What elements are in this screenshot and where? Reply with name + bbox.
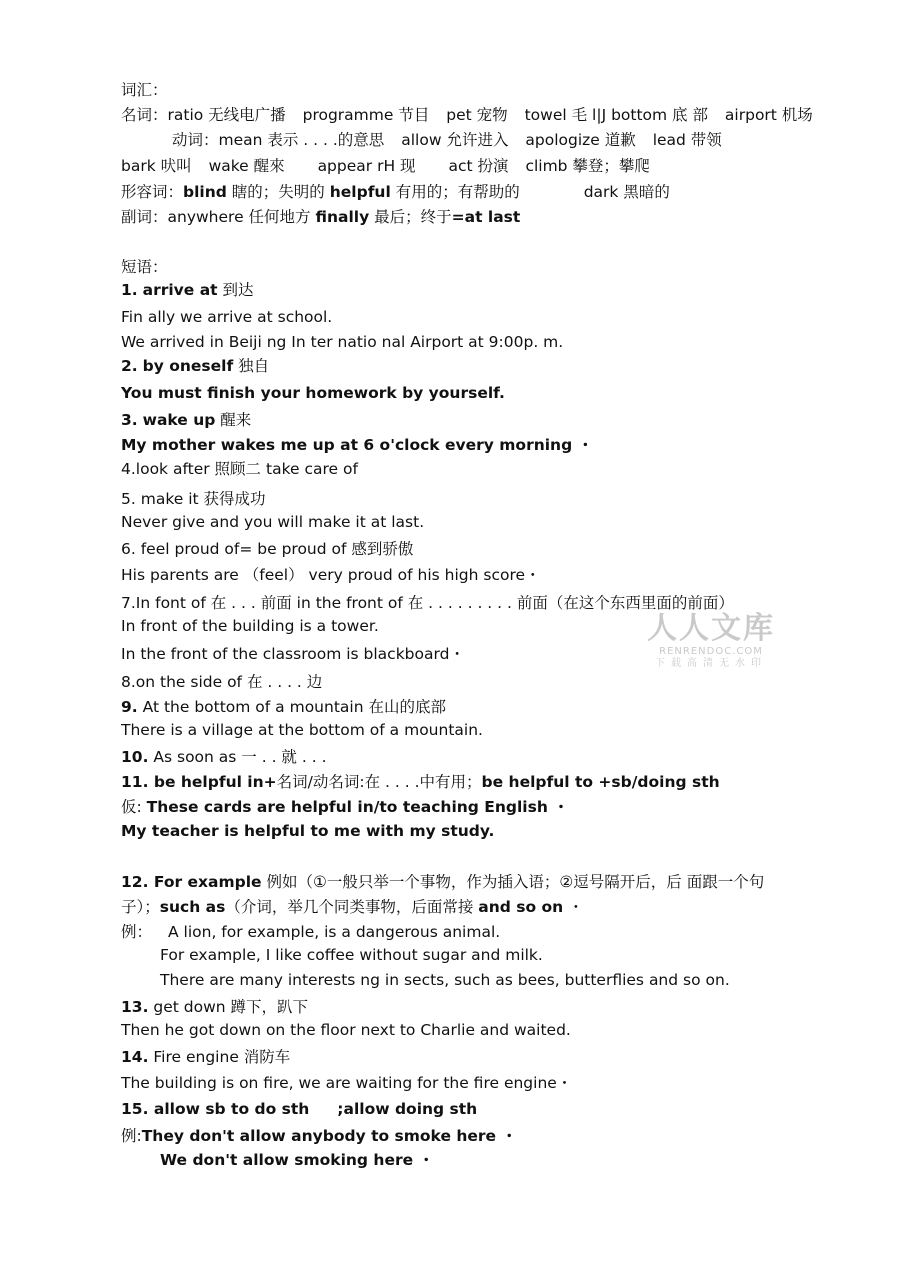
phrase-2-text: by oneself xyxy=(142,357,234,375)
watermark-sub: 下载高清无水印 xyxy=(655,658,767,669)
phrase-12-cn-3: （介词，举几个同类事物，后面常接 xyxy=(225,898,479,916)
phrase-15-example-1-text: They don't allow anybody to smoke here ・ xyxy=(141,1127,517,1145)
verb-8: act 扮演 xyxy=(448,157,509,175)
phrase-2-title xyxy=(121,355,880,377)
watermark-en: RENRENDOC.COM xyxy=(659,646,763,657)
phrase-6-title: 6. feel proud of= be proud of 感到骄傲 xyxy=(121,540,414,558)
verb-2: allow 允许进入 xyxy=(401,131,509,149)
phrase-12-cn-2: 子）； xyxy=(121,898,160,916)
phrase-11-bold-1: be helpful in+ xyxy=(148,773,277,791)
noun-5: airport 机场 xyxy=(724,106,813,124)
adj-dark: dark 黑暗的 xyxy=(583,183,670,201)
vocab-verbs-1 xyxy=(172,129,880,151)
adj-blind: blind xyxy=(183,183,227,201)
phrase-15-bold-2: ;allow doing sth xyxy=(337,1100,478,1118)
phrase-13-example-1: Then he got down on the floor next to Charlie and waited. xyxy=(121,1021,571,1039)
phrase-13-title xyxy=(121,996,880,1018)
phrase-7-title: 7.In font of 在 . . . 前面 in the front of 在 . . . . . . . . . 前面（在这个东西里面的前面） xyxy=(121,594,734,612)
phrase-7-example-2: In the front of the classroom is blackboard・ xyxy=(121,645,465,663)
vocab-verbs-2 xyxy=(121,155,880,177)
phrase-12-example-1: A lion, for example, is a dangerous animal. xyxy=(168,923,501,941)
phrase-12-title xyxy=(121,871,880,893)
phrase-12-such-as: such as xyxy=(159,898,226,916)
verb-3: apologize 道歉 xyxy=(525,131,636,149)
noun-2: programme 节目 xyxy=(302,106,430,124)
phrase-15-bold-1: allow sb to do sth xyxy=(148,1100,310,1118)
phrase-12-title-cont xyxy=(121,896,880,918)
phrase-15-example-2 xyxy=(160,1149,880,1171)
phrase-4-title: 4.look after 照顾二 take care of xyxy=(121,460,358,478)
verb-7: appear rH 现 xyxy=(317,157,416,175)
phrase-10-title xyxy=(121,746,880,768)
verb-1: 动词：mean 表示 . . . .的意思 xyxy=(172,131,385,149)
verb-9: climb 攀登；攀爬 xyxy=(525,157,650,175)
adj-blind-meaning: 瞎的；失明的 xyxy=(226,183,330,201)
phrase-3-num: 3. xyxy=(121,411,138,429)
phrase-11-example-2 xyxy=(121,820,880,842)
phrase-3-title xyxy=(121,409,880,431)
phrase-2-num: 2. xyxy=(121,357,138,375)
vocab-nouns xyxy=(121,104,880,126)
phrase-11-title xyxy=(121,771,880,793)
phrase-15-example-1 xyxy=(121,1125,880,1147)
noun-3: pet 宠物 xyxy=(446,106,508,124)
phrase-3-example-text: My mother wakes me up at 6 o'clock every morning ・ xyxy=(121,436,594,454)
phrase-9-text: At the bottom of a mountain 在山的底部 xyxy=(137,698,446,716)
phrase-10-num: 10. xyxy=(121,748,149,766)
phrase-2-cn: 独自 xyxy=(233,357,270,375)
phrase-14-text: Fire engine 消防车 xyxy=(148,1048,291,1066)
phrase-2-example-text: You must finish your homework by yourself. xyxy=(121,384,505,402)
phrase-11-example-prefix: 仮: xyxy=(121,798,147,816)
watermark-cn: 人人文库 xyxy=(647,611,775,646)
verb-5: bark 吠叫 xyxy=(121,157,192,175)
phrase-12-cn-1: 例如（①一般只举一个事物，作为插入语；②逗号隔开后，后 面跟一个句 xyxy=(261,873,765,891)
vocab-heading: 词汇： xyxy=(121,81,168,99)
phrase-15-num: 15. xyxy=(121,1100,149,1118)
noun-1: 名词：ratio 无线电广播 xyxy=(121,106,286,124)
phrase-11-example-2-text: My teacher is helpful to me with my study. xyxy=(121,822,495,840)
phrase-12-and-so-on: and so on xyxy=(478,898,564,916)
phrase-12-bold-1: For example xyxy=(148,873,262,891)
phrase-15-example-prefix: 例: xyxy=(121,1127,142,1145)
phrase-2-example-1 xyxy=(121,382,880,404)
phrase-1-num: 1. xyxy=(121,281,138,299)
phrase-12-num: 12. xyxy=(121,873,149,891)
phrase-11-num: 11. xyxy=(121,773,149,791)
phrase-11-cn: 名词/动名词:在 . . . .中有用； xyxy=(276,773,482,791)
verb-4: lead 带领 xyxy=(652,131,722,149)
phrase-1-example-2: We arrived in Beiji ng In ter natio nal Airport at 9:00p. m. xyxy=(121,333,564,351)
adv-finally-meaning: 最后；终于 xyxy=(369,208,452,226)
phrase-3-cn: 醒来 xyxy=(215,411,252,429)
phrase-13-num: 13. xyxy=(121,998,149,1016)
adv-at-last: =at last xyxy=(451,208,521,226)
adv-prefix: 副词：anywhere 任何地方 xyxy=(121,208,316,226)
phrase-12-dot: ・ xyxy=(563,898,584,916)
phrase-9-title xyxy=(121,696,880,718)
phrase-10-text: As soon as 一 . . 就 . . . xyxy=(148,748,327,766)
phrase-9-num: 9. xyxy=(121,698,138,716)
phrase-1-title xyxy=(121,279,880,301)
phrase-5-example-1: Never give and you will make it at last. xyxy=(121,513,425,531)
phrase-1-example-1: Fin ally we arrive at school. xyxy=(121,308,333,326)
phrase-12-example-prefix: 例： xyxy=(121,923,153,941)
phrase-9-example-1: There is a village at the bottom of a mountain. xyxy=(121,721,483,739)
phrases-heading: 短语： xyxy=(121,258,168,276)
phrase-1-text: arrive at xyxy=(142,281,218,299)
phrase-13-text: get down 蹲下，趴下 xyxy=(148,998,309,1016)
adj-helpful-meaning: 有用的；有帮助的 xyxy=(390,183,520,201)
adv-finally: finally xyxy=(315,208,370,226)
vocab-adjectives xyxy=(121,181,880,203)
phrase-14-title xyxy=(121,1046,880,1068)
phrase-8-title: 8.on the side of 在 . . . . 边 xyxy=(121,673,323,691)
phrase-12-example-3: There are many interests ng in sects, such as bees, butterflies and so on. xyxy=(160,971,730,989)
noun-4: towel 毛 l|J bottom 底 部 xyxy=(524,106,708,124)
phrase-7-example-1: In front of the building is a tower. xyxy=(121,617,379,635)
phrase-15-example-2-text: We don't allow smoking here ・ xyxy=(160,1151,435,1169)
phrase-1-cn: 到达 xyxy=(217,281,254,299)
phrase-15-title xyxy=(121,1098,880,1120)
phrase-3-text: wake up xyxy=(142,411,216,429)
adj-prefix: 形容词： xyxy=(121,183,184,201)
vocab-adverbs xyxy=(121,206,880,228)
phrase-14-example-1: The building is on fire, we are waiting for the fire engine・ xyxy=(121,1074,573,1092)
phrase-12-example-2: For example, I like coffee without sugar and milk. xyxy=(160,946,543,964)
phrase-11-example-1 xyxy=(121,796,880,818)
phrase-6-example-1: His parents are （feel） very proud of his high score・ xyxy=(121,566,541,584)
phrase-14-num: 14. xyxy=(121,1048,149,1066)
verb-6: wake 醒來 xyxy=(208,157,285,175)
watermark-logo xyxy=(646,612,776,670)
adj-helpful: helpful xyxy=(329,183,391,201)
phrase-11-bold-2: be helpful to +sb/doing sth xyxy=(481,773,720,791)
phrase-3-example-1 xyxy=(121,434,880,456)
phrase-5-title: 5. make it 获得成功 xyxy=(121,490,266,508)
phrase-11-example-1-text: These cards are helpful in/to teaching English ・ xyxy=(146,798,569,816)
